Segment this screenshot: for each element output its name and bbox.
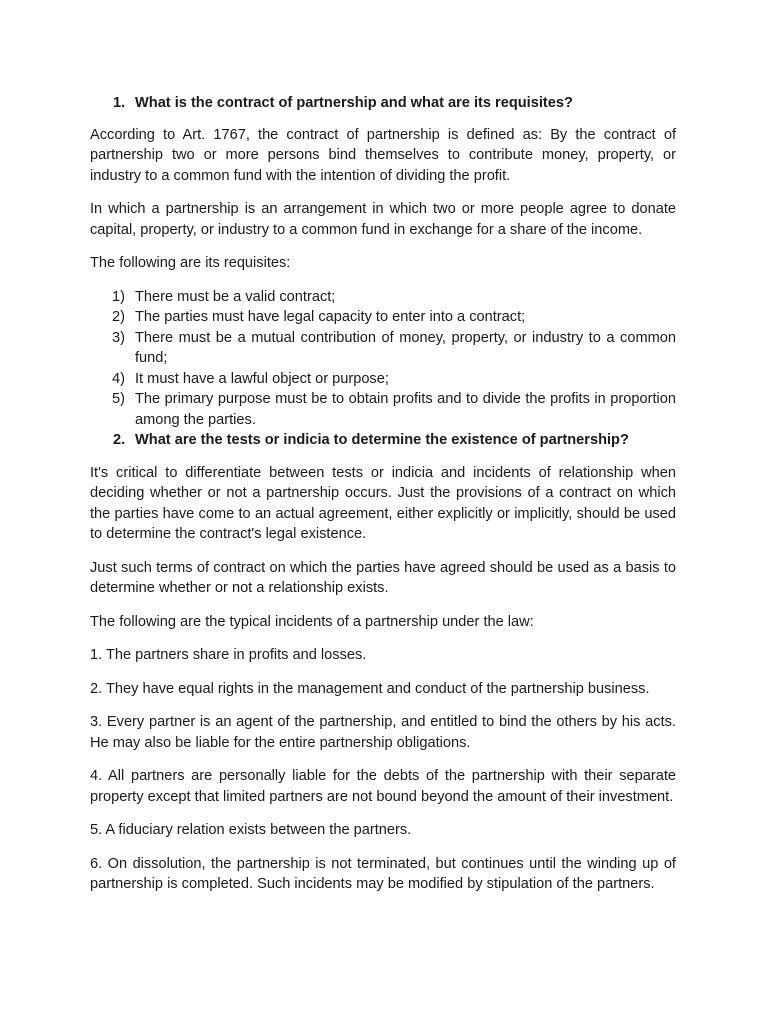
- list-item-text: The parties must have legal capacity to enter into a contract;: [135, 309, 526, 325]
- section-2-number: 2.: [113, 432, 126, 448]
- paragraph-incidents-intro: The following are the typical incidents of a partnership under the law:: [90, 613, 534, 630]
- paragraph-tests-indicia: It's critical to differentiate between tests or indicia and incidents of relationship when deciding whether or not a partnership occurs. Just the provisions of a contract on which the parties have come to an actual agreement, either explicitly or implicitly, should be used to determine the contract's legal existence.: [90, 464, 676, 542]
- list-item-number: 4): [112, 370, 125, 387]
- section-2-title: What are the tests or indicia to determine the existence of partnership?: [135, 432, 629, 448]
- incident-item: 6. On dissolution, the partnership is not terminated, but continues until the winding up of partnership is completed. Such incidents may be modified by stipulation of the partners.: [90, 855, 676, 892]
- paragraph-definition: According to Art. 1767, the contract of partnership is defined as: By the contract of partnership two or more persons bind themselves to contribute money, property, or industry to a common fund with the intention of dividing the profit.: [90, 126, 676, 184]
- list-item-text: It must have a lawful object or purpose;: [135, 370, 389, 387]
- list-item: [90, 307, 676, 328]
- incident-item: 2. They have equal rights in the management and conduct of the partnership business.: [90, 680, 650, 697]
- list-item: [90, 287, 676, 308]
- incident-item: 3. Every partner is an agent of the partnership, and entitled to bind the others by his acts. He may also be liable for the entire partnership obligations.: [90, 714, 676, 751]
- list-item-number: 2): [112, 309, 125, 325]
- document-page: [90, 93, 676, 908]
- list-item: [90, 369, 676, 390]
- list-item-text: There must be a valid contract;: [135, 288, 336, 305]
- section-2-heading: [90, 430, 676, 451]
- paragraph-arrangement: In which a partnership is an arrangement in which two or more people agree to donate capital, property, or industry to a common fund in exchange for a share of the income.: [90, 201, 676, 238]
- list-item-number: 5): [112, 391, 125, 407]
- list-item: [90, 389, 676, 430]
- requisites-list: [90, 287, 676, 431]
- list-item-number: 3): [112, 329, 125, 346]
- list-item-text: The primary purpose must be to obtain profits and to divide the profits in proportion among the parties.: [135, 391, 676, 428]
- incident-item: 5. A fiduciary relation exists between the partners.: [90, 822, 412, 838]
- list-item-text: There must be a mutual contribution of money, property, or industry to a common fund;: [135, 329, 676, 366]
- paragraph-requisites-intro: The following are its requisites:: [90, 255, 291, 271]
- section-1-title: What is the contract of partnership and what are its requisites?: [135, 95, 573, 111]
- section-1-number: 1.: [113, 95, 126, 111]
- paragraph-terms-basis: Just such terms of contract on which the parties have agreed should be used as a basis to determine whether or not a relationship exists.: [90, 559, 676, 596]
- section-1-heading: [90, 93, 676, 114]
- incident-item: 1. The partners share in profits and losses.: [90, 647, 367, 663]
- list-item: [90, 328, 676, 369]
- list-item-number: 1): [112, 288, 125, 305]
- incident-item: 4. All partners are personally liable for the debts of the partnership with their separate property except that limited partners are not bound beyond the amount of their investment.: [90, 768, 676, 805]
